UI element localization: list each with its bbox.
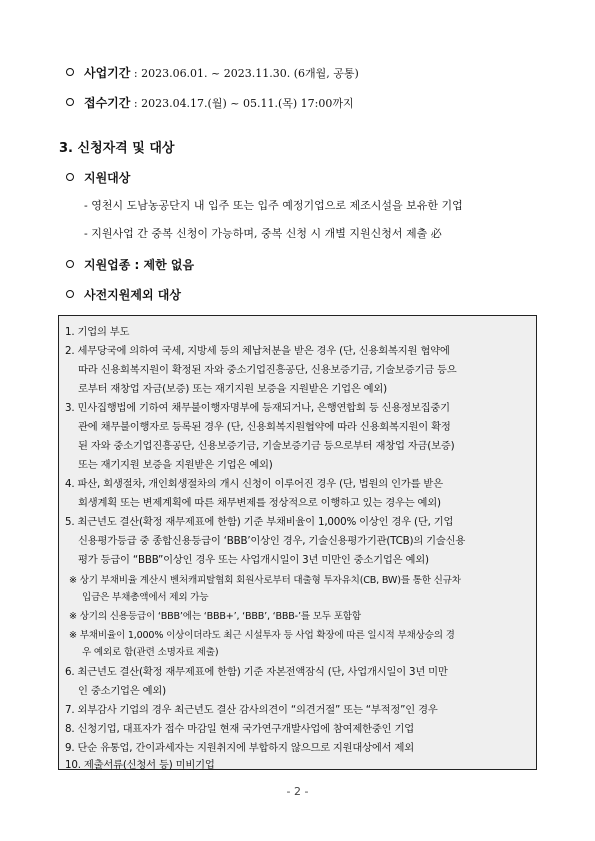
target-label: 지원대상 — [84, 171, 131, 185]
exclusion-line: 4. 파산, 회생절차, 개인회생절차의 개시 신청이 이루어진 경우 (단, 법원의 인가를 받은 — [65, 478, 443, 490]
exclusion-heading — [66, 286, 181, 303]
exclusion-line: 9. 단순 유통업, 간이과세자는 지원취지에 부합하지 않으므로 지원대상에서 제외 — [65, 742, 414, 754]
apply-label: 접수기간 — [84, 96, 131, 110]
apply-value: : 2023.04.17.(월) ~ 05.11.(목) 17:00까지 — [130, 97, 354, 110]
period-row — [66, 64, 359, 81]
exclusion-line: 평가 등급이 “BBB”이상인 경우 또는 사업개시일이 3년 미만인 중소기업은 예외) — [78, 554, 429, 566]
exclusion-label: 사전지원제외 대상 — [84, 288, 181, 302]
exclusion-line: 신용평가등급 중 종합신용등급이 ‘BBB’이상인 경우, 기술신용평가기관(TCB)의 기술신용 — [78, 535, 466, 547]
exclusion-line: 2. 세무당국에 의하여 국세, 지방세 등의 체납처분을 받은 경우 (단, 신용회복지원 협약에 — [65, 345, 450, 357]
industry-label: 지원업종 : 제한 없음 — [84, 258, 195, 272]
exclusion-line: 8. 신청기업, 대표자가 접수 마감일 현재 국가연구개발사업에 참여제한중인 기업 — [65, 723, 414, 735]
exclusion-line: 1. 기업의 부도 — [65, 326, 130, 338]
exclusion-line: 회생계획 또는 변제계획에 따른 채무변제를 정상적으로 이행하고 있는 경우는 예외) — [78, 497, 441, 509]
exclusion-note: ※ 부채비율이 1,000% 이상이더라도 최근 시설투자 등 사업 확장에 따른 일시적 부채상승의 경 — [69, 630, 455, 641]
circle-bullet-icon — [66, 260, 74, 268]
exclusion-line: 3. 민사집행법에 기하여 채무불이행자명부에 등재되거나, 은행연합회 등 신용정보집중기 — [65, 402, 450, 414]
period-value: : 2023.06.01. ~ 2023.11.30. (6개월, 공통) — [130, 67, 359, 80]
exclusion-line: 관에 채무불이행자로 등록된 경우 (단, 신용회복지원협약에 따라 신용회복지원이 확정 — [78, 421, 451, 433]
circle-bullet-icon — [66, 290, 74, 298]
target-heading — [66, 169, 130, 186]
exclusion-line: 따라 신용회복지원이 확정된 자와 중소기업진흥공단, 신용보증기금, 기술보증기금 등으 — [78, 364, 457, 376]
exclusion-line: 7. 외부감사 기업의 경우 최근년도 결산 감사의견이 “의견거절” 또는 “부적정”인 경우 — [65, 704, 438, 716]
circle-bullet-icon — [66, 68, 74, 76]
exclusion-line: 로부터 재창업 자금(보증) 또는 재기지원 보증을 지원받은 기업은 예외) — [78, 383, 387, 395]
page-number: - 2 - — [286, 785, 309, 798]
exclusion-line: 5. 최근년도 결산(확정 재무제표에 한함) 기준 부채비율이 1,000% 이상인 경우 (단, 기업 — [65, 516, 454, 528]
industry-heading — [66, 256, 194, 273]
period-label: 사업기간 — [84, 66, 131, 80]
exclusion-note: 입금은 부채총액에서 제외 가능 — [82, 592, 209, 603]
exclusion-note: ※ 상기의 신용등급이 ‘BBB’에는 ‘BBB+’, ‘BBB’, ‘BBB-’를 모두 포함함 — [69, 611, 361, 622]
exclusion-line: 또는 재기지원 보증을 지원받은 기업은 예외) — [78, 459, 273, 471]
circle-bullet-icon — [66, 173, 74, 181]
exclusion-line: 10. 제출서류(신청서 등) 미비기업 — [65, 759, 215, 771]
target-item: - 지원사업 간 중복 신청이 가능하며, 중복 신청 시 개별 지원신청서 제출 必 — [84, 227, 442, 240]
exclusion-line: 된 자와 중소기업진흥공단, 신용보증기금, 기술보증기금 등으로부터 재창업 자금(보증) — [78, 440, 455, 452]
section-title: 3. 신청자격 및 대상 — [59, 141, 175, 156]
exclusion-line: 인 중소기업은 예외) — [78, 685, 166, 697]
exclusion-note: ※ 상기 부채비율 계산시 벤처캐피탈협회 회원사로부터 대출형 투자유치(CB, BW)를 통한 신규차 — [69, 575, 461, 586]
target-item: - 영천시 도남농공단지 내 입주 또는 입주 예정기업으로 제조시설을 보유한 기업 — [84, 199, 463, 212]
apply-row — [66, 94, 354, 111]
exclusion-line: 6. 최근년도 결산(확정 재무제표에 한함) 기준 자본전액잠식 (단, 사업개시일이 3년 미만 — [65, 666, 448, 678]
circle-bullet-icon — [66, 98, 74, 106]
exclusion-note: 우 예외로 함(관련 소명자료 제출) — [82, 647, 219, 658]
exclusion-box — [58, 315, 537, 770]
